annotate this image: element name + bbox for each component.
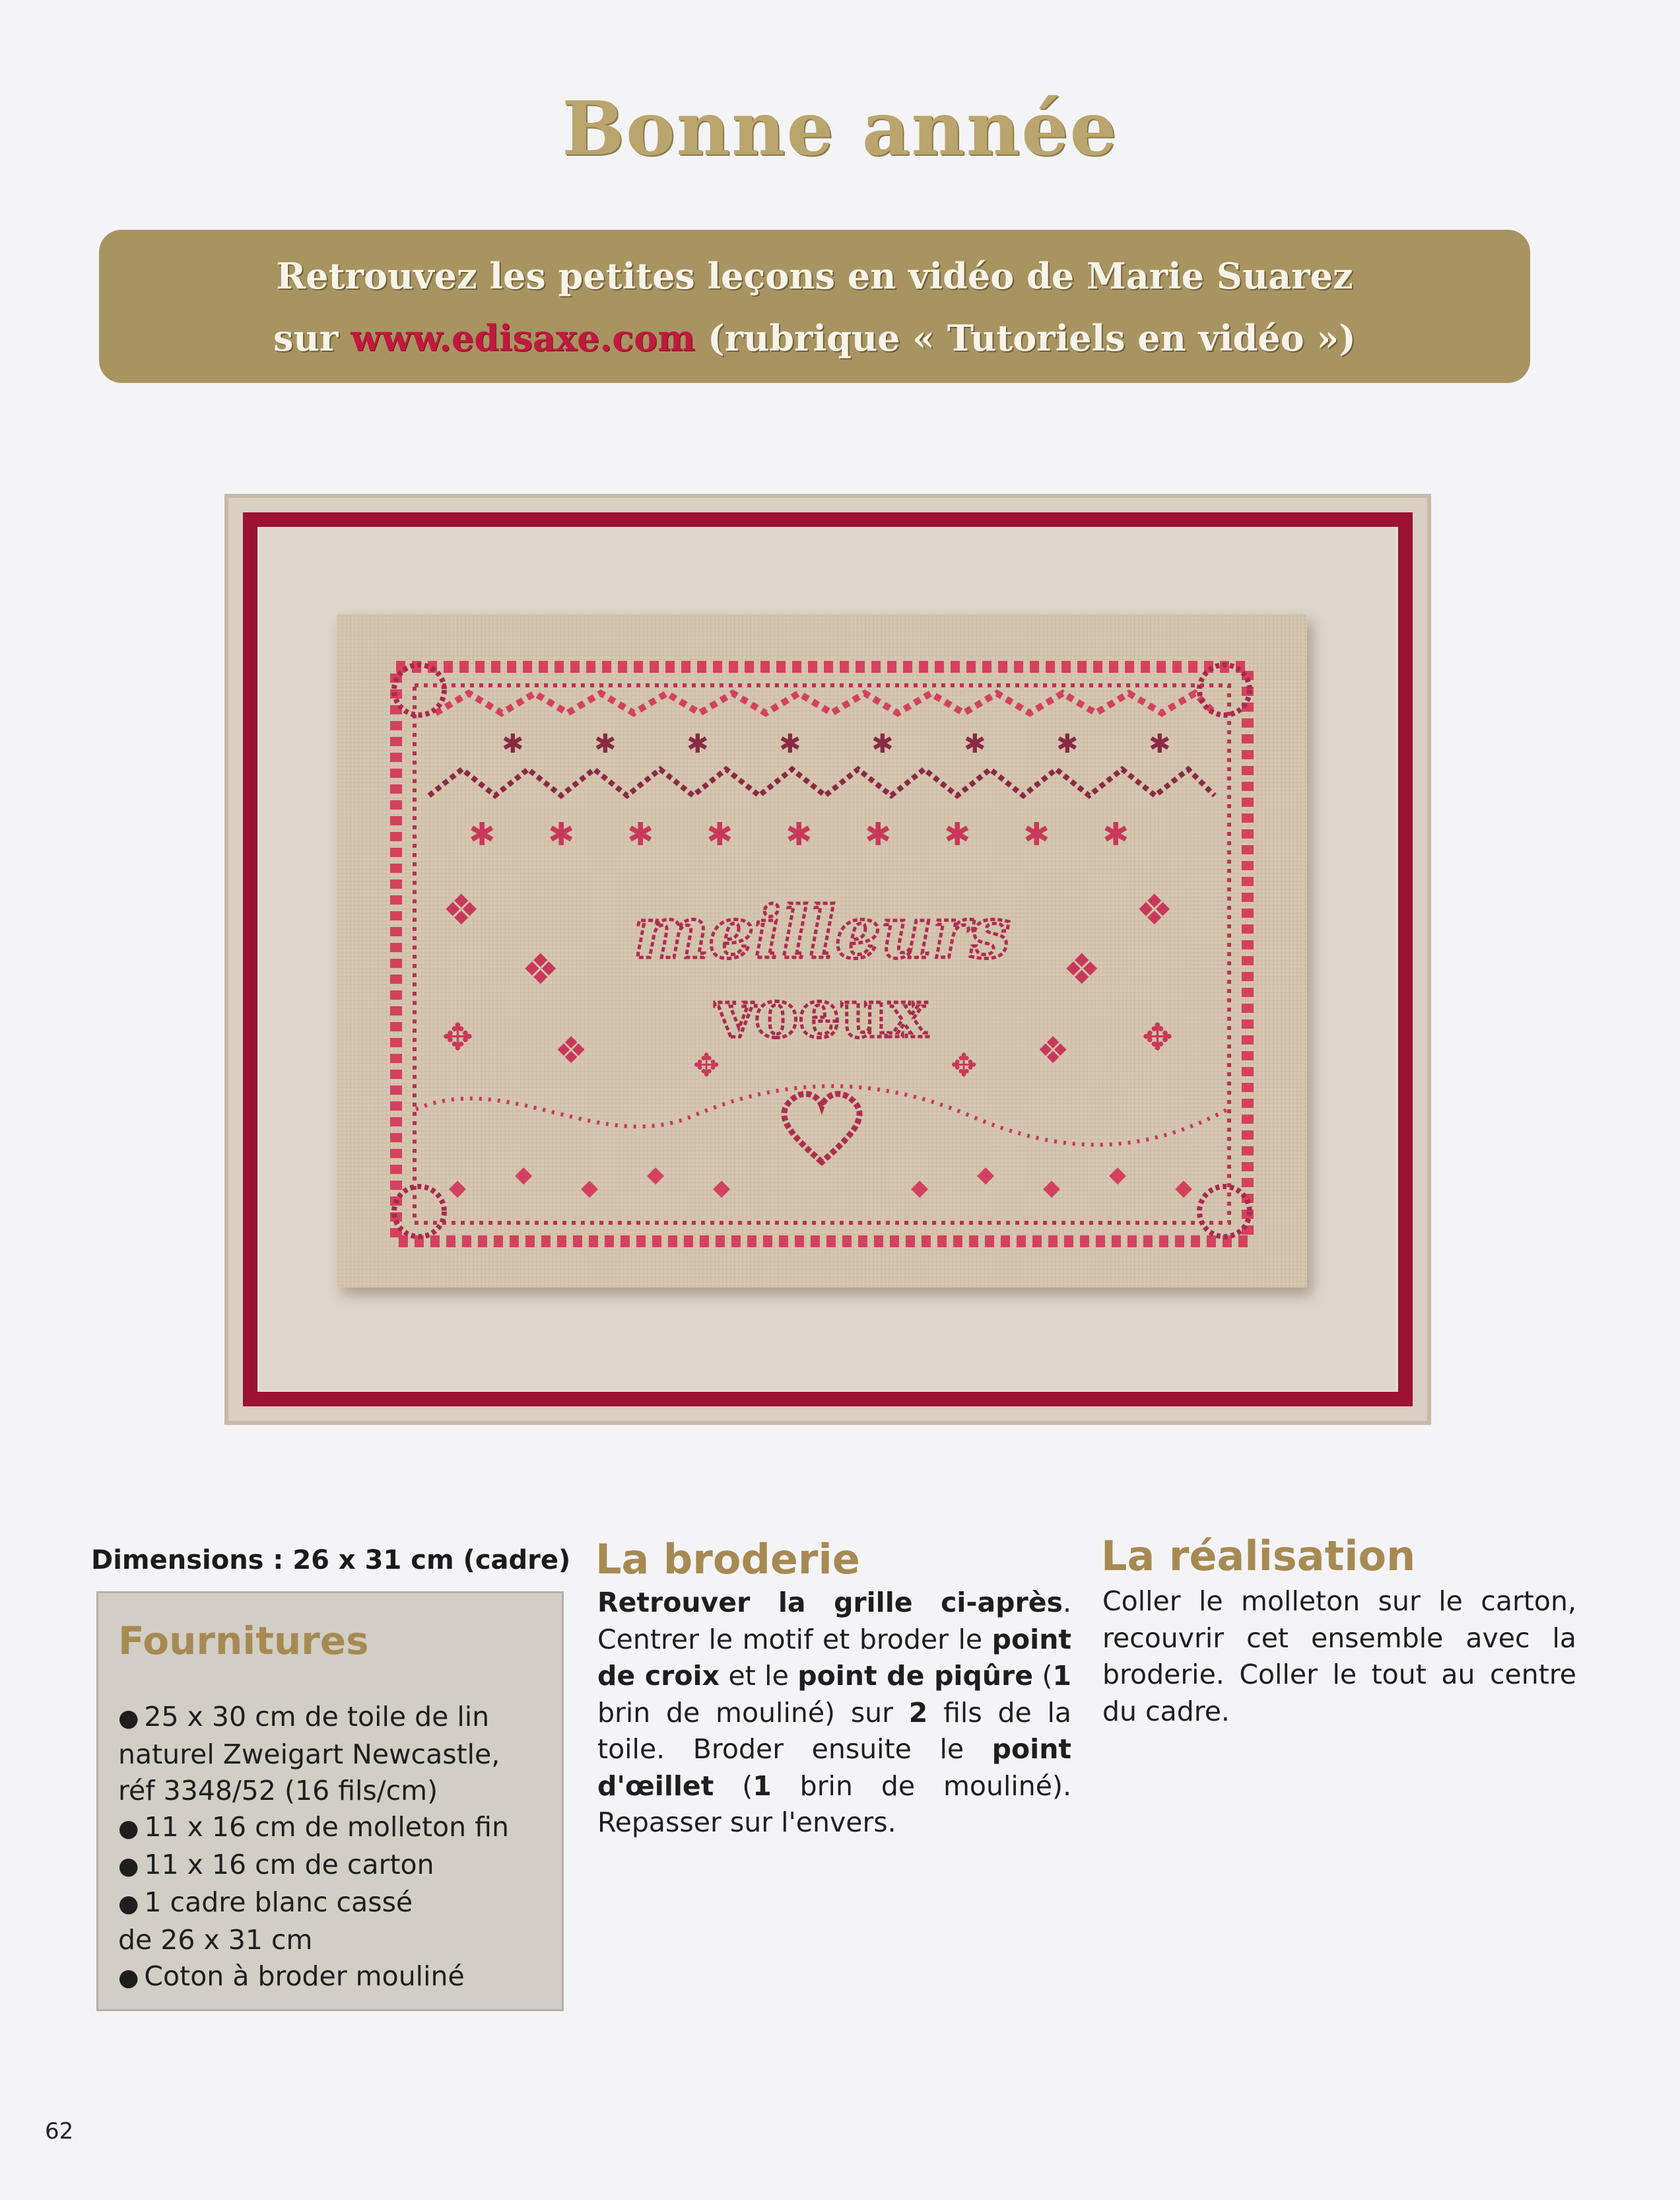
supply-line	[118, 1809, 554, 1847]
broderie-text	[597, 1585, 1071, 1841]
svg-text:✱: ✱	[687, 729, 709, 759]
supply-text: 11 x 16 cm de carton	[144, 1849, 434, 1880]
svg-text:✥: ✥	[442, 1016, 473, 1059]
supply-line	[118, 1773, 554, 1809]
bullet-icon: ●	[118, 1964, 139, 1991]
realisation-text: Coller le molleton sur le carton, recouvrir cet ensemble avec la broderie. Coller le tout au centre du cadre.	[1102, 1585, 1576, 1727]
svg-text:◆: ◆	[713, 1175, 731, 1201]
bold-run: Retrouver la grille ci-après	[597, 1587, 1063, 1618]
svg-text:✱: ✱	[786, 816, 813, 853]
bold-run: 1	[753, 1770, 772, 1802]
broderie-title: La broderie	[595, 1535, 860, 1583]
svg-text:❖: ❖	[1063, 945, 1101, 994]
page-title: Bonne année	[562, 86, 1118, 172]
video-banner	[99, 230, 1530, 383]
svg-text:✥: ✥	[951, 1047, 978, 1084]
svg-text:✱: ✱	[1102, 816, 1129, 853]
supply-text: 25 x 30 cm de toile de lin	[144, 1701, 490, 1733]
svg-text:◆: ◆	[977, 1161, 995, 1188]
embroidery-artwork	[337, 614, 1307, 1288]
svg-text:◆: ◆	[449, 1175, 467, 1201]
supplies-panel	[96, 1591, 564, 2011]
svg-text:✱: ✱	[548, 816, 575, 853]
svg-text:✱: ✱	[502, 729, 524, 759]
svg-text:◆: ◆	[647, 1161, 665, 1188]
svg-text:◆: ◆	[1175, 1175, 1193, 1201]
bold-run: point de croix	[597, 1623, 1071, 1692]
supply-text: de 26 x 31 cm	[118, 1924, 313, 1956]
supply-line	[118, 1922, 554, 1958]
svg-text:✱: ✱	[594, 729, 617, 759]
svg-text:✥: ✥	[1142, 1016, 1173, 1059]
supply-text: 11 x 16 cm de molleton fin	[144, 1811, 509, 1843]
bold-run: 2	[908, 1696, 928, 1729]
stitched-word-1: meilleurs	[633, 891, 1011, 975]
svg-text:✱: ✱	[865, 816, 892, 853]
svg-text:✱: ✱	[1149, 729, 1171, 759]
stitched-word-2: voeux	[716, 975, 928, 1052]
star-row	[469, 816, 1129, 853]
banner-line-1: Retrouvez les petites leçons en vidéo de Marie Suarez	[276, 255, 1353, 297]
svg-text:✱: ✱	[1023, 816, 1050, 853]
supplies-list	[118, 1699, 554, 1996]
website-link[interactable]: www.edisaxe.com	[351, 317, 696, 359]
svg-text:✱: ✱	[964, 729, 986, 759]
svg-text:◆: ◆	[1109, 1161, 1127, 1188]
banner-line-2	[99, 317, 1530, 359]
svg-text:◆: ◆	[1043, 1175, 1061, 1201]
svg-text:✱: ✱	[627, 816, 654, 853]
supplies-title: Fournitures	[118, 1618, 369, 1663]
supply-line	[118, 1847, 554, 1884]
bullet-icon: ●	[118, 1815, 139, 1842]
supply-line	[118, 1958, 554, 1996]
supply-line	[118, 1736, 554, 1773]
supply-text: naturel Zweigart Newcastle,	[118, 1738, 500, 1770]
text-run: et le	[720, 1660, 798, 1692]
dimensions-label: Dimensions : 26 x 31 cm (cadre)	[91, 1545, 571, 1575]
text-run: fils de la toile. Broder ensuite le	[597, 1696, 1071, 1765]
svg-text:✱: ✱	[871, 729, 894, 759]
page-number: 62	[45, 2118, 74, 2145]
svg-text:❖: ❖	[1036, 1029, 1070, 1072]
supply-line	[118, 1699, 554, 1736]
svg-text:❖: ❖	[521, 945, 560, 994]
bold-run: 1	[1052, 1660, 1072, 1692]
realisation-title: La réalisation	[1101, 1532, 1416, 1580]
bullet-icon: ●	[118, 1853, 139, 1880]
text-run: brin de mouliné). Repasser sur l'envers.	[597, 1770, 1072, 1838]
svg-text:❖: ❖	[554, 1029, 588, 1072]
svg-text:◆: ◆	[515, 1161, 533, 1188]
svg-text:◆: ◆	[911, 1175, 929, 1201]
svg-text:✱: ✱	[469, 816, 496, 853]
svg-text:❖: ❖	[1135, 886, 1174, 935]
banner-suffix: (rubrique « Tutoriels en vidéo »)	[695, 317, 1356, 359]
bullet-icon: ●	[118, 1705, 139, 1732]
text-run: . Centrer le motif et broder le	[597, 1587, 1071, 1655]
supply-text: Coton à broder mouliné	[144, 1960, 465, 1992]
svg-text:✱: ✱	[1056, 729, 1079, 759]
text-run: (	[1033, 1660, 1053, 1692]
supply-text: 1 cadre blanc cassé	[144, 1886, 413, 1918]
bold-run: point de piqûre	[797, 1660, 1034, 1692]
bold-run: point d'œillet	[597, 1733, 1071, 1802]
bullet-icon: ●	[118, 1890, 139, 1917]
svg-text:✱: ✱	[944, 816, 971, 853]
svg-text:✥: ✥	[693, 1047, 720, 1084]
banner-prefix: sur	[273, 317, 351, 359]
supply-line	[118, 1884, 554, 1922]
text-run: brin de mouliné) sur	[597, 1696, 909, 1729]
svg-text:❖: ❖	[442, 886, 481, 935]
svg-text:◆: ◆	[581, 1175, 599, 1201]
embroidery-photo	[337, 614, 1307, 1288]
svg-text:✱: ✱	[779, 729, 801, 759]
svg-text:✱: ✱	[706, 816, 733, 853]
supply-text: réf 3348/52 (16 fils/cm)	[118, 1775, 438, 1806]
text-run: (	[714, 1770, 753, 1802]
